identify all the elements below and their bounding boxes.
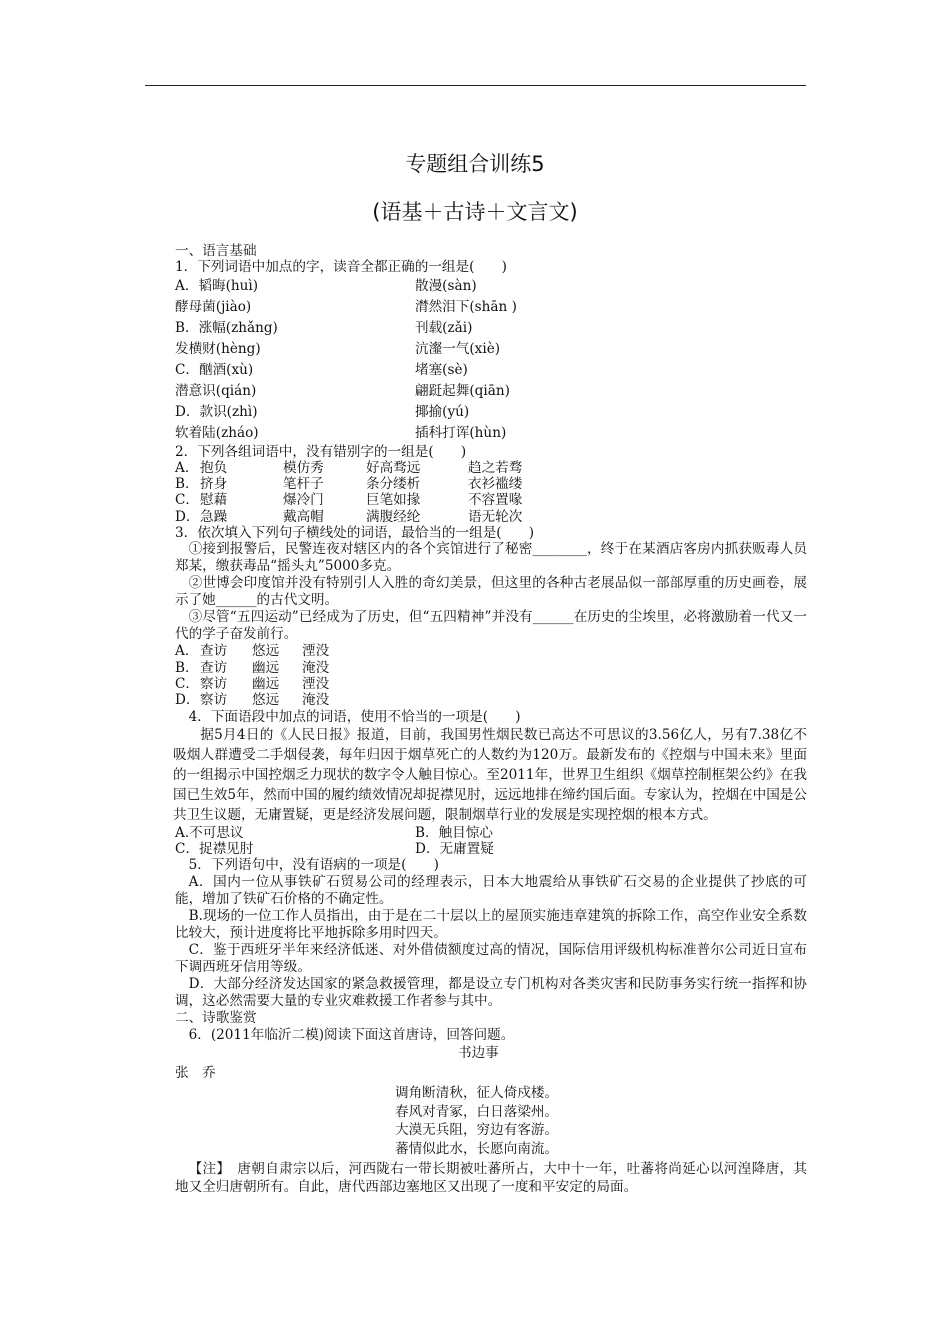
question-5-option-b: B.现场的一位工作人员指出，由于是在二十层以上的屋顶实施违章建筑的拆除工作，高空作业安全系数比较大，预计进度将比平地拆除多用时四天。 <box>175 907 807 941</box>
option-pair: A．韬晦(huì) 散漫(sàn) <box>175 277 477 294</box>
poem-note: 【注】 唐朝自肃宗以后，河西陇右一带长期被吐蕃所占，大中十一年，吐蕃将尚延心以河湟降唐，其地又全归唐朝所有。自此，唐代西部边塞地区又出现了一度和平安定的局面。 <box>175 1161 807 1196</box>
option-pair: 发横财(hèng) 沆瀣一气(xiè) <box>175 340 501 357</box>
question-4-stem: 4．下面语段中加点的词语，使用不恰当的一项是( ) <box>188 708 521 725</box>
question-5-option-d: D．大部分经济发达国家的紧急救援管理，都是设立专门机构对各类灾害和民防事务实行统一指挥和协调，这必然需要大量的专业灾难救援工作者参与其中。 <box>175 975 807 1009</box>
question-1-options <box>175 276 807 444</box>
option-row: C．捉襟见肘 D．无庸置疑 <box>175 841 494 858</box>
page-title: 专题组合训练5 <box>405 152 545 176</box>
question-3-stem: 3．依次填入下列句子横线处的词语，最恰当的一组是( ) <box>175 525 535 542</box>
option-pair: B．涨幅(zhǎng) 刊载(zǎi) <box>175 319 473 336</box>
question-3-sentence-2: ②世博会印度馆并没有特别引人入胜的奇幻美景，但这里的各种古老展品似一部部厚重的历史画卷，展示了她______的古代文明。 <box>175 575 807 609</box>
option-row: D． 急躁 戴高帽 满腹经纶 语无轮次 <box>175 508 523 525</box>
question-6-stem: 6．(2011年临沂二模)阅读下面这首唐诗，回答问题。 <box>188 1027 515 1044</box>
question-3-sentence-3: ③尽管“五四运动”已经成为了历史，但“五四精神”并没有______在历史的尘埃里，必将激励着一代又一代的学子奋发前行。 <box>175 609 807 643</box>
option-row: B． 查访 幽远 淹没 <box>175 659 330 676</box>
option-row: A． 抱负 模仿秀 好高骛远 趋之若骛 <box>175 459 523 476</box>
option-pair: 潜意识(qián) 翩跹起舞(qiān) <box>175 382 510 399</box>
question-2-stem: 2．下列各组词语中，没有错别字的一组是( ) <box>175 443 467 460</box>
poem-line: 蕃情似此水，长愿向南流。 <box>395 1140 559 1157</box>
poem-line: 春风对青冢，白日落梁州。 <box>395 1103 559 1120</box>
option-row: C． 慰藉 爆冷门 巨笔如掾 不容置喙 <box>175 492 523 509</box>
question-1-stem: 1．下列词语中加点的字，读音全都正确的一组是( ) <box>175 259 507 276</box>
question-5-stem: 5．下列语句中，没有语病的一项是( ) <box>188 857 439 874</box>
option-row: C． 察访 幽远 湮没 <box>175 675 330 692</box>
section-heading: 一、语言基础 <box>175 243 257 259</box>
option-row: A.不可思议 B．触目惊心 <box>175 824 493 841</box>
poem-author: 张 乔 <box>175 1065 216 1082</box>
question-3-sentence-1: ①接到报警后，民警连夜对辖区内的各个宾馆进行了秘密________，终于在某酒店客房内抓获贩毒人员郑某，缴获毒品“摇头丸”5000多克。 <box>175 541 807 575</box>
poem-body <box>175 1084 807 1158</box>
option-pair: C．酗酒(xù) 堵塞(sè) <box>175 361 468 378</box>
option-pair: D．款识(zhì) 揶揄(yú) <box>175 403 470 420</box>
option-pair: 软着陆(zháo) 插科打诨(hùn) <box>175 424 507 441</box>
page-subtitle: (语基＋古诗＋文言文) <box>372 200 578 224</box>
option-pair: 酵母菌(jiào) 潸然泪下(shān ) <box>175 298 517 315</box>
question-5-option-c: C．鉴于西班牙半年来经济低迷、对外借债额度过高的情况，国际信用评级机构标准普尔公司近日宣布下调西班牙信用等级。 <box>175 941 807 975</box>
document-body <box>175 243 807 1196</box>
poem-line: 大漠无兵阻，穷边有客游。 <box>395 1122 559 1139</box>
poem-title: 书边事 <box>458 1045 499 1062</box>
poem-line: 调角断清秋，征人倚戍楼。 <box>395 1085 559 1102</box>
section-heading: 二、诗歌鉴赏 <box>175 1009 257 1026</box>
question-4-passage: 据5月4日的《人民日报》报道，目前，我国男性烟民数已高达不可思议的3.56亿人，另有7.38亿不吸烟人群遭受二手烟侵袭，每年归因于烟草死亡的人数约为120万。最新发布的《控烟与中国未来》里面的一组揭示中国控烟乏力现状的数字令人触目惊心。至2011年，世界卫生组织《烟草控制框架公约》在我国已生效5年，然而中国的履约绩效情况却捉襟见肘，远远地排在缔约国后面。专家认为，控烟在中国是公共卫生议题，无庸置疑，更是经济发展问题，限制烟草行业的发展是实现控烟的根本方式。 <box>173 726 807 823</box>
header-rule <box>145 85 806 86</box>
option-row: B． 挤身 笔杆子 条分缕析 衣衫褴缕 <box>175 476 523 493</box>
option-row: D． 察访 悠远 淹没 <box>175 692 330 709</box>
option-row: A． 查访 悠远 湮没 <box>175 643 330 660</box>
question-5-option-a: A．国内一位从事铁矿石贸易公司的经理表示，日本大地震给从事铁矿石交易的企业提供了抄底的可能，增加了铁矿石价格的不确定性。 <box>175 873 807 907</box>
